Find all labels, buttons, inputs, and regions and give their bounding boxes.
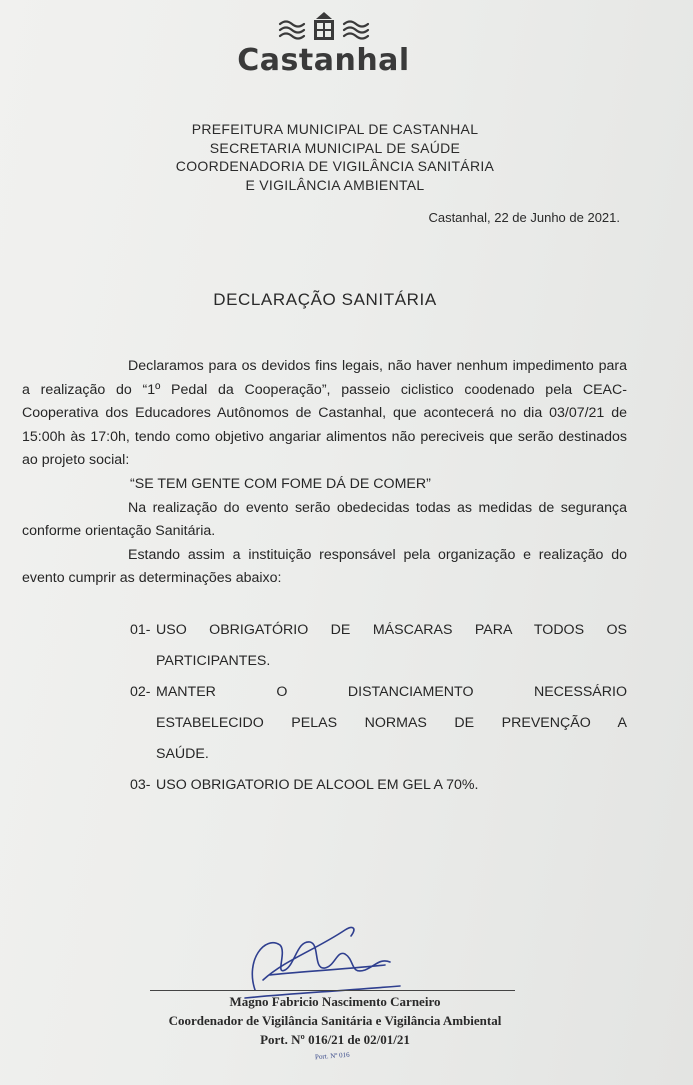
- item-number: 03-: [130, 776, 151, 793]
- header-line-4: E VIGILÂNCIA AMBIENTAL: [245, 176, 425, 193]
- municipal-crest-icon: [274, 10, 374, 44]
- document-date: Castanhal, 22 de Junho de 2021.: [428, 210, 620, 225]
- item-text-continued: ESTABELECIDO PELAS NORMAS DE PREVENÇÃO A: [156, 714, 627, 731]
- signature-line: [150, 990, 515, 991]
- item-number: 01-: [130, 621, 151, 638]
- paragraph-responsibility: Estando assim a instituição responsável pela organização e realização do evento cumprir as determinações abaixo:: [22, 546, 627, 587]
- castanhal-logo: [236, 10, 411, 78]
- header-line-1: PREFEITURA MUNICIPAL DE CASTANHAL: [191, 121, 479, 137]
- document-body: [22, 355, 627, 801]
- item-text: USO OBRIGATORIO DE ALCOOL EM GEL A 70%.: [156, 776, 479, 793]
- list-item: [130, 677, 627, 770]
- signer-role: Coordenador de Vigilância Sanitária e Vigilância Ambiental: [168, 1013, 502, 1028]
- item-text: USO OBRIGATÓRIO DE MÁSCARAS PARA TODOS OS: [156, 621, 627, 638]
- document-title: DECLARAÇÃO SANITÁRIA: [213, 290, 437, 309]
- logo-wordmark: Castanhal: [237, 43, 410, 78]
- item-text-continued: SAÚDE.: [156, 745, 209, 762]
- header-line-3: COORDENADORIA DE VIGILÂNCIA SANITÁRIA: [175, 158, 495, 174]
- list-item: [130, 770, 627, 801]
- item-number: 02-: [130, 683, 151, 700]
- paragraph-declaration: Declaramos para os devidos fins legais, não haver nenhum impedimento para a realização do “1º Pedal da Cooperação”, passeio ciclistico coodenado pela CEAC-Cooperativa dos Educadores Autônomos de Castanhal, que acontecerá no dia 03/07/21 de 15:00h às 17:0h, tendo como objetivo angariar alimentos não pereciveis que serão destinados ao projeto social:: [22, 358, 627, 469]
- project-motto: “SE TEM GENTE COM FOME DÁ DE COMER”: [130, 475, 431, 492]
- requirements-list: [22, 615, 627, 801]
- item-text: MANTER O DISTANCIAMENTO NECESSÁRIO: [156, 683, 627, 700]
- letterhead: [150, 120, 520, 194]
- item-text-continued: PARTICIPANTES.: [156, 652, 271, 669]
- signer-portaria: Port. Nº 016/21 de 02/01/21: [260, 1032, 410, 1047]
- handwritten-signature: [225, 920, 415, 1000]
- list-item: [130, 615, 627, 677]
- signer-name: Magno Fabricio Nascimento Carneiro: [229, 994, 441, 1009]
- header-line-2: SECRETARIA MUNICIPAL DE SAÚDE: [209, 139, 461, 156]
- stamp-note: Port. Nº 016: [314, 1050, 350, 1062]
- paragraph-safety: Na realização do evento serão obedecidas todas as medidas de segurança conforme orientação Sanitária.: [22, 499, 627, 540]
- signer-block: [100, 992, 570, 1049]
